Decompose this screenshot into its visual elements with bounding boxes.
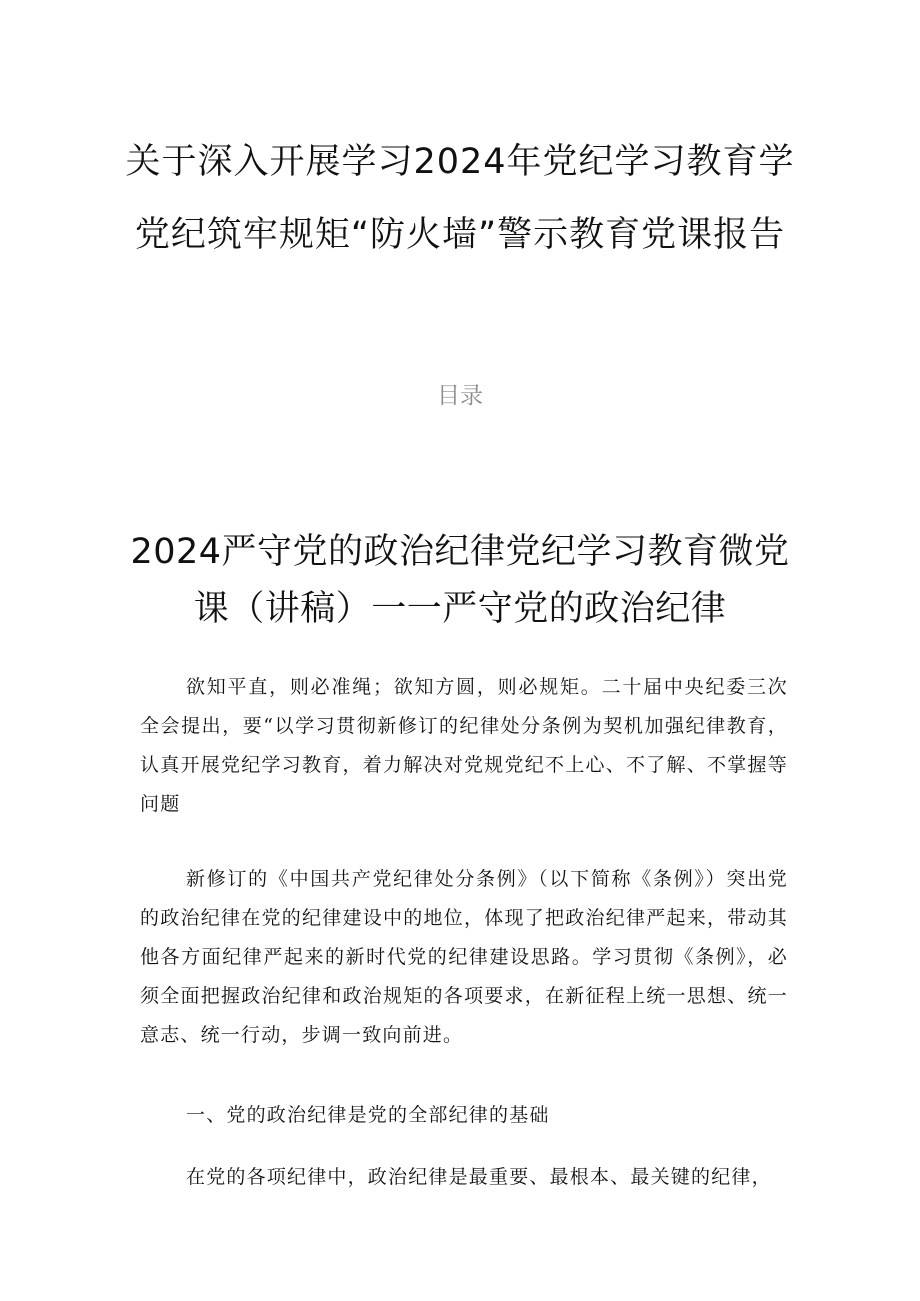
section-title: 2024严守党的政治纪律党纪学习教育微党课（讲稿）一一严守党的政治纪律 [130, 532, 790, 629]
document-title: 关于深入开展学习2024年党纪学习教育学党纪筑牢规矩“防火墙”警示教育党课报告 [125, 142, 795, 255]
body-paragraph-3: 在党的各项纪律中，政治纪律是最重要、最根本、最关键的纪律， [186, 1166, 772, 1188]
table-of-contents-label: 目录 [437, 383, 483, 409]
subheading-1: 一、党的政治纪律是党的全部纪律的基础 [186, 1104, 550, 1126]
body-paragraph-1: 欲知平直，则必准绳；欲知方圆，则必规矩。二十届中央纪委三次全会提出，要“以学习贯彻新修订的纪律处分条例为契机加强纪律教育，认真开展党纪学习教育，着力解决对党规党纪不上心、不了解、不掌握等问题 [140, 676, 788, 815]
body-paragraph-2: 新修订的《中国共产党纪律处分条例》（以下简称《条例》）突出党的政治纪律在党的纪律建设中的地位，体现了把政治纪律严起来，带动其他各方面纪律严起来的新时代党的纪律建设思路。学习贯彻《条例》，必须全面把握政治纪律和政治规矩的各项要求，在新征程上统一思想、统一意志、统一行动，步调一致向前进。 [140, 868, 788, 1046]
